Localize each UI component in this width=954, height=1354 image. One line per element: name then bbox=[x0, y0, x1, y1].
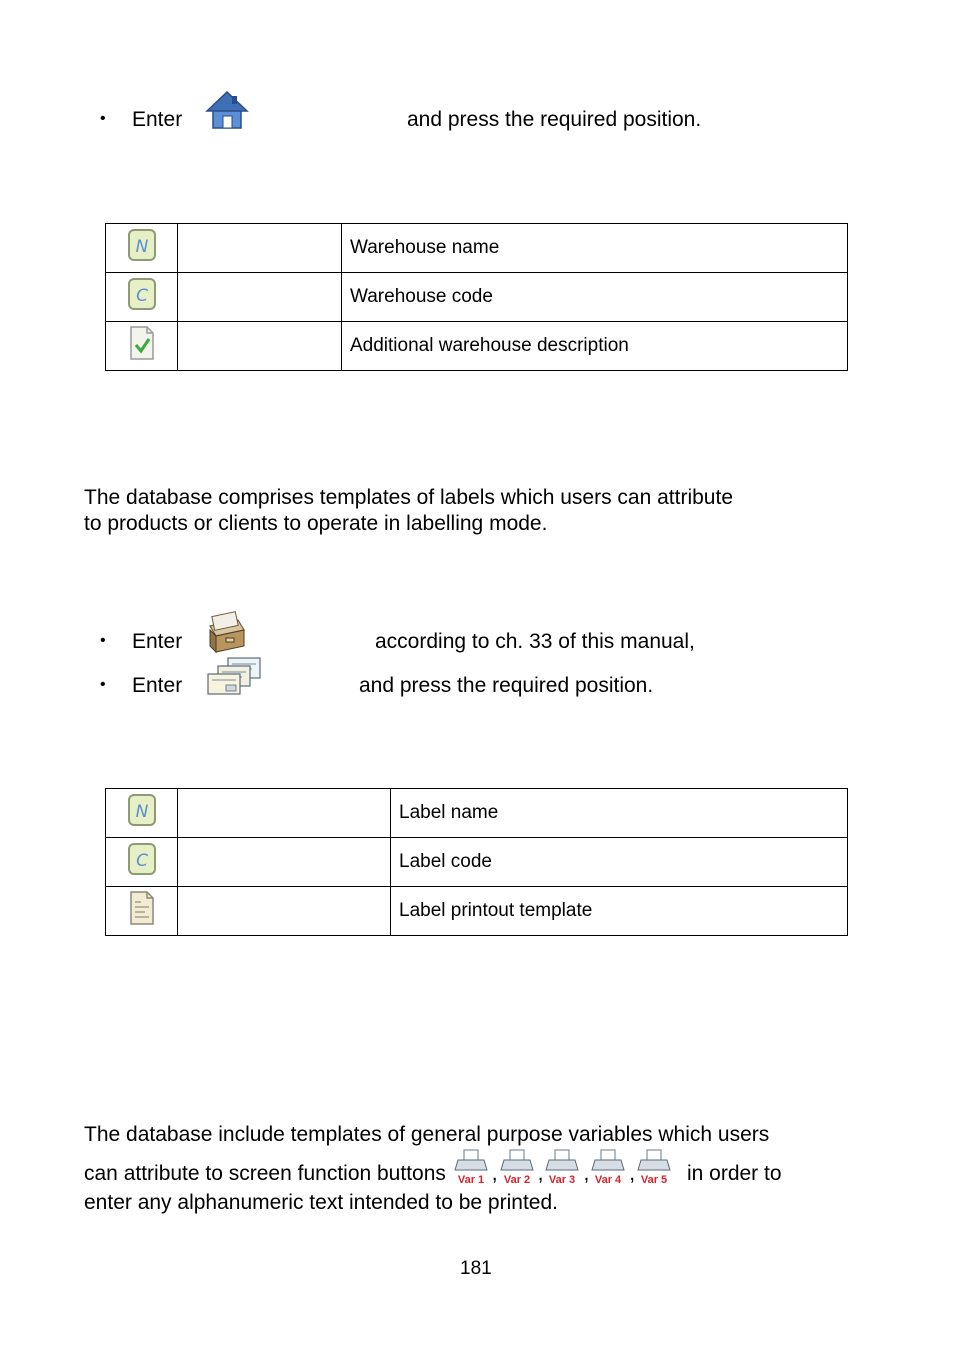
table-cell-value: Additional warehouse description bbox=[342, 322, 848, 371]
var-button-label: Var 5 bbox=[640, 1174, 668, 1186]
table-row bbox=[106, 273, 848, 322]
table-row bbox=[106, 838, 848, 887]
separator-comma: , bbox=[537, 1162, 544, 1185]
svg-text:N: N bbox=[135, 802, 148, 822]
table-cell-label bbox=[178, 887, 391, 936]
separator-comma: , bbox=[491, 1162, 498, 1185]
var-button-label: Var 1 bbox=[457, 1174, 484, 1186]
table-cell-icon bbox=[106, 224, 178, 273]
svg-text:C: C bbox=[135, 851, 148, 871]
var-button-label: Var 3 bbox=[549, 1174, 576, 1186]
instruction-text: according to ch. 33 of this manual, bbox=[375, 630, 695, 653]
table-cell-value: Label code bbox=[391, 838, 848, 887]
code-c-icon bbox=[127, 277, 157, 311]
enter-label: Enter bbox=[132, 108, 183, 131]
variables-intro-line: enter any alphanumeric text intended to be printed. bbox=[84, 1191, 558, 1214]
label-fields-table bbox=[105, 788, 848, 936]
table-cell-icon bbox=[106, 887, 178, 936]
table-cell-label bbox=[178, 322, 342, 371]
table-cell-value: Warehouse name bbox=[342, 224, 848, 273]
paragraph-line: to products or clients to operate in labelling mode. bbox=[84, 512, 548, 535]
name-n-icon bbox=[127, 793, 157, 827]
table-cell-label bbox=[178, 838, 391, 887]
database-drawer-icon bbox=[204, 610, 246, 660]
bullet: • bbox=[100, 110, 106, 127]
table-cell-icon bbox=[106, 322, 178, 371]
printout-template-icon bbox=[127, 890, 157, 926]
description-check-icon bbox=[127, 325, 157, 361]
table-cell-icon bbox=[106, 273, 178, 322]
table-cell-label bbox=[178, 789, 391, 838]
variables-line-end: in order to bbox=[686, 1162, 782, 1185]
svg-text:C: C bbox=[135, 286, 148, 306]
variables-intro-line: The database include templates of general purpose variables which users bbox=[84, 1123, 770, 1146]
variables-line-start: can attribute to screen function buttons bbox=[84, 1162, 446, 1185]
instruction-text: and press the required position. bbox=[407, 108, 702, 131]
table-cell-icon bbox=[106, 838, 178, 887]
table-cell-icon bbox=[106, 789, 178, 838]
separator-comma: , bbox=[583, 1162, 590, 1185]
enter-label: Enter bbox=[132, 674, 183, 697]
bullet: • bbox=[100, 632, 106, 649]
table-cell-value: Label name bbox=[391, 789, 848, 838]
var-button-icon[interactable] bbox=[635, 1148, 675, 1202]
code-c-icon bbox=[127, 842, 157, 876]
var-buttons-group bbox=[452, 1162, 675, 1185]
table-row bbox=[106, 224, 848, 273]
name-n-icon bbox=[127, 228, 157, 262]
var-button-label: Var 2 bbox=[503, 1174, 530, 1186]
labels-icon bbox=[206, 656, 262, 704]
bullet: • bbox=[100, 676, 106, 693]
table-row bbox=[106, 789, 848, 838]
var-button-icon[interactable] bbox=[589, 1148, 629, 1202]
labels-intro-paragraph bbox=[84, 485, 733, 537]
page-number: 181 bbox=[460, 1258, 492, 1279]
table-cell-label bbox=[178, 273, 342, 322]
separator-comma: , bbox=[629, 1162, 636, 1185]
table-row bbox=[106, 887, 848, 936]
table-cell-value: Warehouse code bbox=[342, 273, 848, 322]
var-button-label: Var 4 bbox=[595, 1174, 622, 1186]
paragraph-line: The database comprises templates of labels which users can attribute bbox=[84, 486, 734, 509]
table-cell-label bbox=[178, 224, 342, 273]
svg-text:N: N bbox=[135, 237, 148, 257]
warehouse-fields-table bbox=[105, 223, 848, 371]
enter-label: Enter bbox=[132, 630, 183, 653]
instruction-text: and press the required position. bbox=[359, 674, 654, 697]
table-row bbox=[106, 322, 848, 371]
warehouse-icon bbox=[205, 90, 249, 136]
table-cell-value: Label printout template bbox=[391, 887, 848, 936]
